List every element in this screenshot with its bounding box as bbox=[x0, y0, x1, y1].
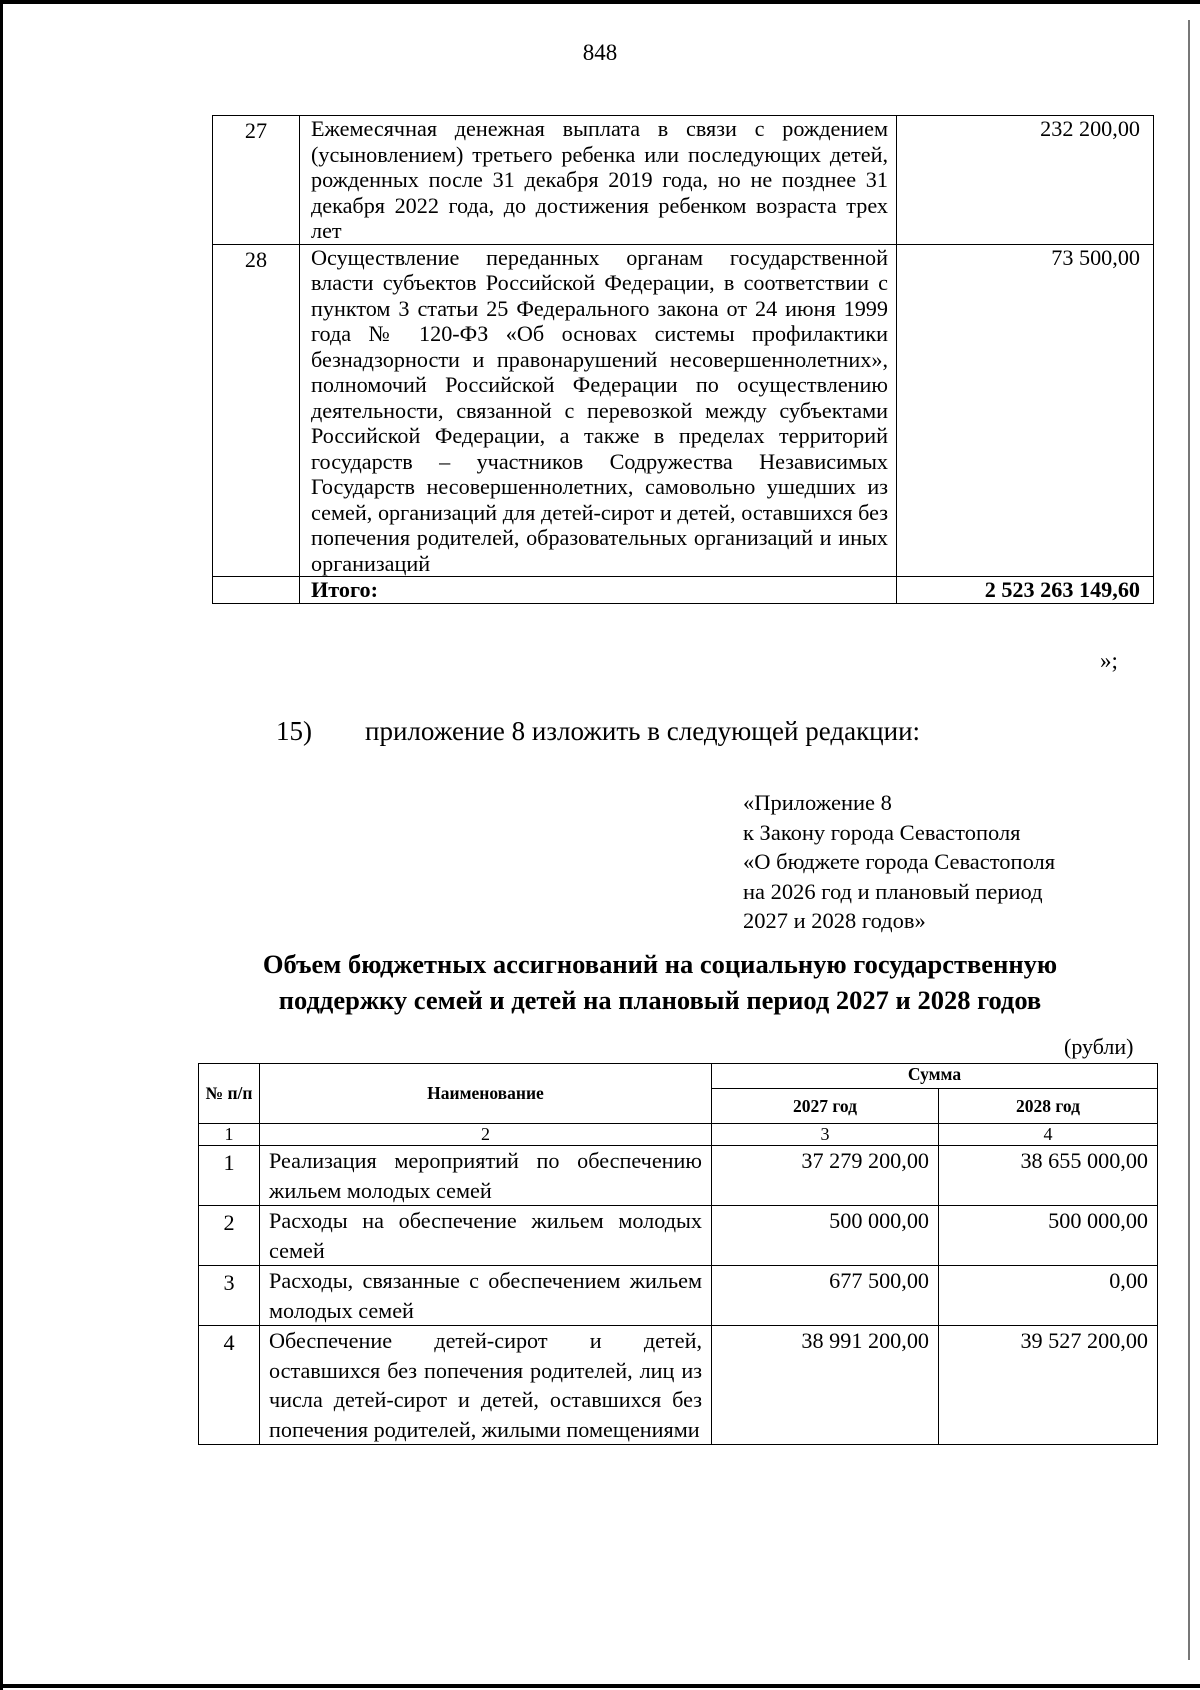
appendix-heading-line: к Закону города Севастополя bbox=[743, 819, 1021, 845]
page-number: 848 bbox=[582, 40, 618, 65]
table-row bbox=[199, 1146, 1158, 1206]
header-year-2027: 2027 год bbox=[712, 1089, 939, 1124]
row-name: Расходы, связанные с обеспечением жильем молодых семей bbox=[260, 1266, 712, 1326]
appendix-heading bbox=[743, 788, 1055, 936]
table-row bbox=[199, 1326, 1158, 1445]
units-label: (рубли) bbox=[1064, 1034, 1134, 1059]
row-amount-2027: 38 991 200,00 bbox=[712, 1326, 939, 1445]
row-amount-2027: 677 500,00 bbox=[712, 1266, 939, 1326]
total-row bbox=[213, 577, 1154, 604]
header-name: Наименование bbox=[260, 1064, 712, 1124]
row-name: Расходы на обеспечение жильем молодых семей bbox=[260, 1206, 712, 1266]
scan-edge-bottom bbox=[0, 1684, 1200, 1688]
table-row bbox=[199, 1206, 1158, 1266]
column-index: 1 bbox=[199, 1124, 260, 1146]
document-title bbox=[200, 946, 1120, 1018]
total-number-cell bbox=[213, 577, 300, 604]
total-amount: 2 523 263 149,60 bbox=[897, 577, 1154, 604]
item-number: 15) bbox=[276, 716, 312, 746]
row-description: Осуществление переданных органам государственной власти субъектов Российской Федерации, в соответствии с пунктом 3 статьи 25 Федерального закона от 24 июня 1999 года № 120-ФЗ «Об основах системы профилактики безнадзорности и правонарушений несовершеннолетних», полномочий Российской Федерации по осуществлению деятельности, связанной с перевозкой между субъектами Российской Федерации, а также в пределах территорий государств – участников Содружества Независимых Государств несовершеннолетних, самовольно ушедших из семей, организаций для детей-сирот и детей, оставшихся без попечения родителей, образовательных организаций и иных организаций bbox=[300, 244, 897, 577]
table-row bbox=[213, 244, 1154, 577]
row-amount-2028: 39 527 200,00 bbox=[939, 1326, 1158, 1445]
row-number: 2 bbox=[199, 1206, 260, 1266]
row-number: 1 bbox=[199, 1146, 260, 1206]
header-row bbox=[199, 1064, 1158, 1089]
budget-allocation-table bbox=[198, 1063, 1158, 1445]
column-index: 3 bbox=[712, 1124, 939, 1146]
document-title-line: Объем бюджетных ассигнований на социальную государственную bbox=[262, 949, 1058, 979]
table-row bbox=[213, 116, 1154, 245]
row-amount-2028: 0,00 bbox=[939, 1266, 1158, 1326]
appendix-heading-line: 2027 и 2028 годов» bbox=[743, 908, 926, 933]
row-number: 4 bbox=[199, 1326, 260, 1445]
table-row bbox=[199, 1266, 1158, 1326]
row-amount: 73 500,00 bbox=[897, 244, 1154, 577]
scan-edge-top bbox=[0, 0, 1200, 4]
row-name: Реализация мероприятий по обеспечению жильем молодых семей bbox=[260, 1146, 712, 1206]
row-amount: 232 200,00 bbox=[897, 116, 1154, 245]
row-amount-2027: 37 279 200,00 bbox=[712, 1146, 939, 1206]
document-title-line: поддержку семей и детей на плановый период 2027 и 2028 годов bbox=[278, 985, 1042, 1015]
total-label: Итого: bbox=[300, 577, 897, 604]
column-index: 2 bbox=[260, 1124, 712, 1146]
appendix-heading-line: «Приложение 8 bbox=[743, 790, 892, 815]
expenditure-table-continued bbox=[212, 115, 1154, 604]
closing-quote-mark: »; bbox=[1100, 648, 1118, 673]
row-amount-2027: 500 000,00 bbox=[712, 1206, 939, 1266]
row-description: Ежемесячная денежная выплата в связи с рождением (усыновлением) третьего ребенка или последующих детей, рожденных после 31 декабря 2019 года, но не позднее 31 декабря 2022 года, до достижения ребенком возраста трех лет bbox=[300, 116, 897, 245]
item-text: приложение 8 изложить в следующей редакции: bbox=[365, 716, 921, 746]
row-amount-2028: 38 655 000,00 bbox=[939, 1146, 1158, 1206]
scan-edge-right bbox=[1188, 20, 1190, 1660]
row-number: 28 bbox=[213, 244, 300, 577]
header-sum: Сумма bbox=[712, 1064, 1158, 1089]
row-number: 3 bbox=[199, 1266, 260, 1326]
column-index-row bbox=[199, 1124, 1158, 1146]
appendix-heading-line: «О бюджете города Севастополя bbox=[743, 849, 1056, 874]
row-amount-2028: 500 000,00 bbox=[939, 1206, 1158, 1266]
header-number: № п/п bbox=[199, 1064, 260, 1124]
row-name: Обеспечение детей-сирот и детей, оставшихся без попечения родителей, лиц из числа детей-сирот и детей, оставшихся без попечения родителей, жилыми помещениями bbox=[260, 1326, 712, 1445]
row-number: 27 bbox=[213, 116, 300, 245]
column-index: 4 bbox=[939, 1124, 1158, 1146]
appendix-heading-line: на 2026 год и плановый период bbox=[743, 878, 1043, 904]
scan-edge-left bbox=[0, 0, 3, 1690]
header-year-2028: 2028 год bbox=[939, 1089, 1158, 1124]
